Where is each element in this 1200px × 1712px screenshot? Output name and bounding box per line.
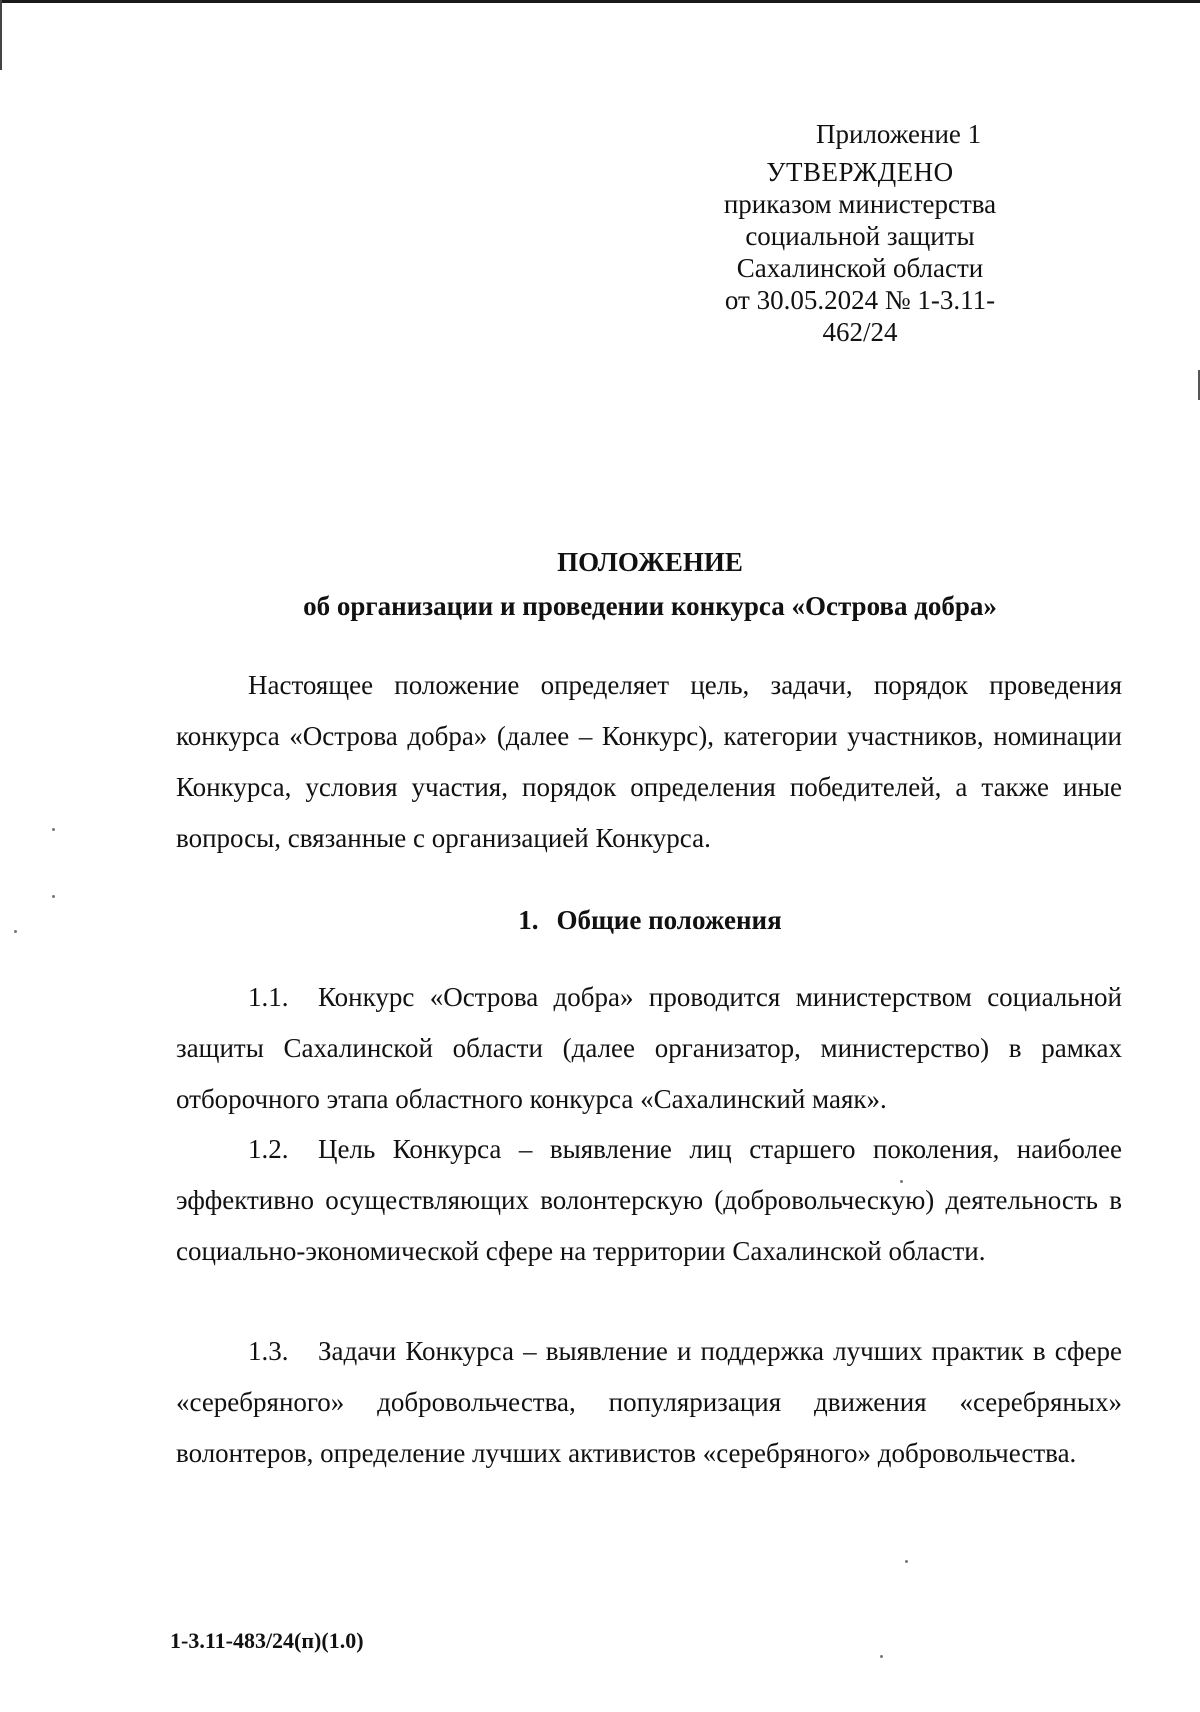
clause-text: Конкурс «Острова добра» проводится министерством социальной защиты Сахалинской области (далее организатор, министерство) в рамках отборочного этапа областного конкурса «Сахалинский маяк». [176, 982, 1122, 1114]
scan-speck [52, 895, 55, 898]
approval-order-reference: от 30.05.2024 № 1-3.11-462/24 [724, 285, 996, 347]
scan-top-border [0, 0, 1200, 3]
scan-speck [905, 1560, 908, 1563]
clause-number: 1.1. [248, 982, 289, 1012]
clause-number: 1.3. [248, 1336, 289, 1366]
section-1-heading [170, 905, 1130, 936]
section-1-title: Общие положения [556, 905, 782, 935]
document-title-block [170, 540, 1130, 628]
clause-1-3 [176, 1326, 1122, 1479]
scan-speck [880, 1655, 883, 1658]
document-title: ПОЛОЖЕНИЕ [557, 547, 743, 577]
intro-text: Настоящее положение определяет цель, задачи, порядок проведения конкурса «Острова добра» (далее – Конкурс), категории участников, номинации Конкурса, условия участия, порядок определения победителей, а также иные вопросы, связанные с организацией Конкурса. [176, 670, 1122, 853]
scan-left-edge-mark [0, 0, 2, 70]
approval-line-3: Сахалинской области [736, 253, 984, 283]
approval-line-1: приказом министерства [723, 189, 997, 219]
intro-paragraph [176, 660, 1122, 864]
clause-number: 1.2. [248, 1134, 289, 1164]
clause-1-1 [176, 972, 1122, 1125]
document-footer-code: 1-3.11-483/24(п)(1.0) [170, 1628, 364, 1653]
section-1-number: 1. [518, 905, 539, 935]
appendix-label: Приложение 1 [816, 119, 982, 149]
clause-1-2 [176, 1124, 1122, 1277]
approval-line-2: социальной защиты [745, 221, 975, 251]
approval-stamp-block [700, 118, 1120, 348]
approved-label: УТВЕРЖДЕНО [766, 157, 954, 187]
scan-speck [900, 1180, 903, 1183]
clause-text: Задачи Конкурса – выявление и поддержка лучших практик в сфере «серебряного» добровольчества, популяризация движения «серебряных» волонтеров, определение лучших активистов «серебряного» добровольчества. [176, 1336, 1122, 1468]
scan-speck [52, 828, 55, 831]
document-subtitle: об организации и проведении конкурса «Острова добра» [303, 591, 997, 621]
clause-text: Цель Конкурса – выявление лиц старшего поколения, наиболее эффективно осуществляющих волонтерскую (добровольческую) деятельность в социально-экономической сфере на территории Сахалинской области. [176, 1134, 1122, 1266]
scan-speck [14, 930, 17, 933]
